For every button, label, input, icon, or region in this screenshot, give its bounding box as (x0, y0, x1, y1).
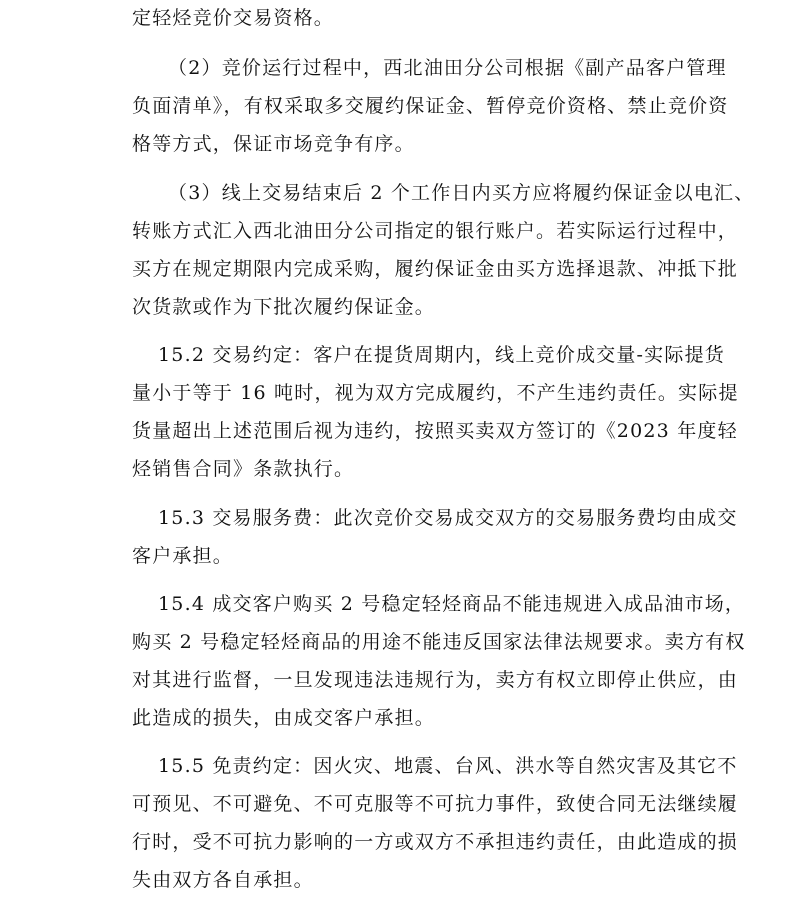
text-line: 量小于等于 16 吨时，视为双方完成履约，不产生违约责任。实际提 (132, 382, 739, 404)
text-line: 对其进行监督，一旦发现违法违规行为，卖方有权立即停止供应，由 (132, 669, 739, 691)
text-line: 货量超出上述范围后视为违约，按照买卖双方签订的《2023 年度轻 (132, 420, 738, 442)
paragraph-2-line: （2）竞价运行过程中，西北油田分公司根据《副产品客户管理 (168, 57, 727, 79)
text-line: 买方在规定期限内完成采购，履约保证金由买方选择退款、冲抵下批 (132, 258, 739, 280)
text-line: 次货款或作为下批次履约保证金。 (132, 296, 436, 318)
text-line: 烃销售合同》条款执行。 (132, 458, 355, 480)
section-15-2-line: 15.2 交易约定：客户在提货周期内，线上竞价成交量-实际提货 (158, 344, 725, 366)
text-line: 此造成的损失，由成交客户承担。 (132, 707, 436, 729)
section-15-5-line: 15.5 免责约定：因火灾、地震、台风、洪水等自然灾害及其它不 (158, 755, 738, 777)
section-15-4-line: 15.4 成交客户购买 2 号稳定轻烃商品不能违规进入成品油市场， (158, 593, 746, 615)
text-line: 转账方式汇入西北油田分公司指定的银行账户。若实际运行过程中， (132, 220, 739, 242)
text-line: 负面清单》，有权采取多交履约保证金、暂停竞价资格、禁止竞价资 (132, 95, 729, 117)
text-line: 行时，受不可抗力影响的一方或双方不承担违约责任，由此造成的损 (132, 831, 739, 853)
paragraph-3-line: （3）线上交易结束后 2 个工作日内买方应将履约保证金以电汇、 (168, 182, 755, 204)
text-line: 失由双方各自承担。 (132, 869, 314, 891)
text-line: 购买 2 号稳定轻烃商品的用途不能违反国家法律法规要求。卖方有权 (132, 631, 746, 653)
text-line: 格等方式，保证市场竞争有序。 (132, 133, 415, 155)
text-line: 客户承担。 (132, 545, 234, 567)
section-15-3-line: 15.3 交易服务费：此次竞价交易成交双方的交易服务费均由成交 (158, 507, 738, 529)
text-line: 可预见、不可避免、不可克服等不可抗力事件，致使合同无法继续履 (132, 793, 739, 815)
text-line: 定轻烃竞价交易资格。 (132, 7, 335, 29)
